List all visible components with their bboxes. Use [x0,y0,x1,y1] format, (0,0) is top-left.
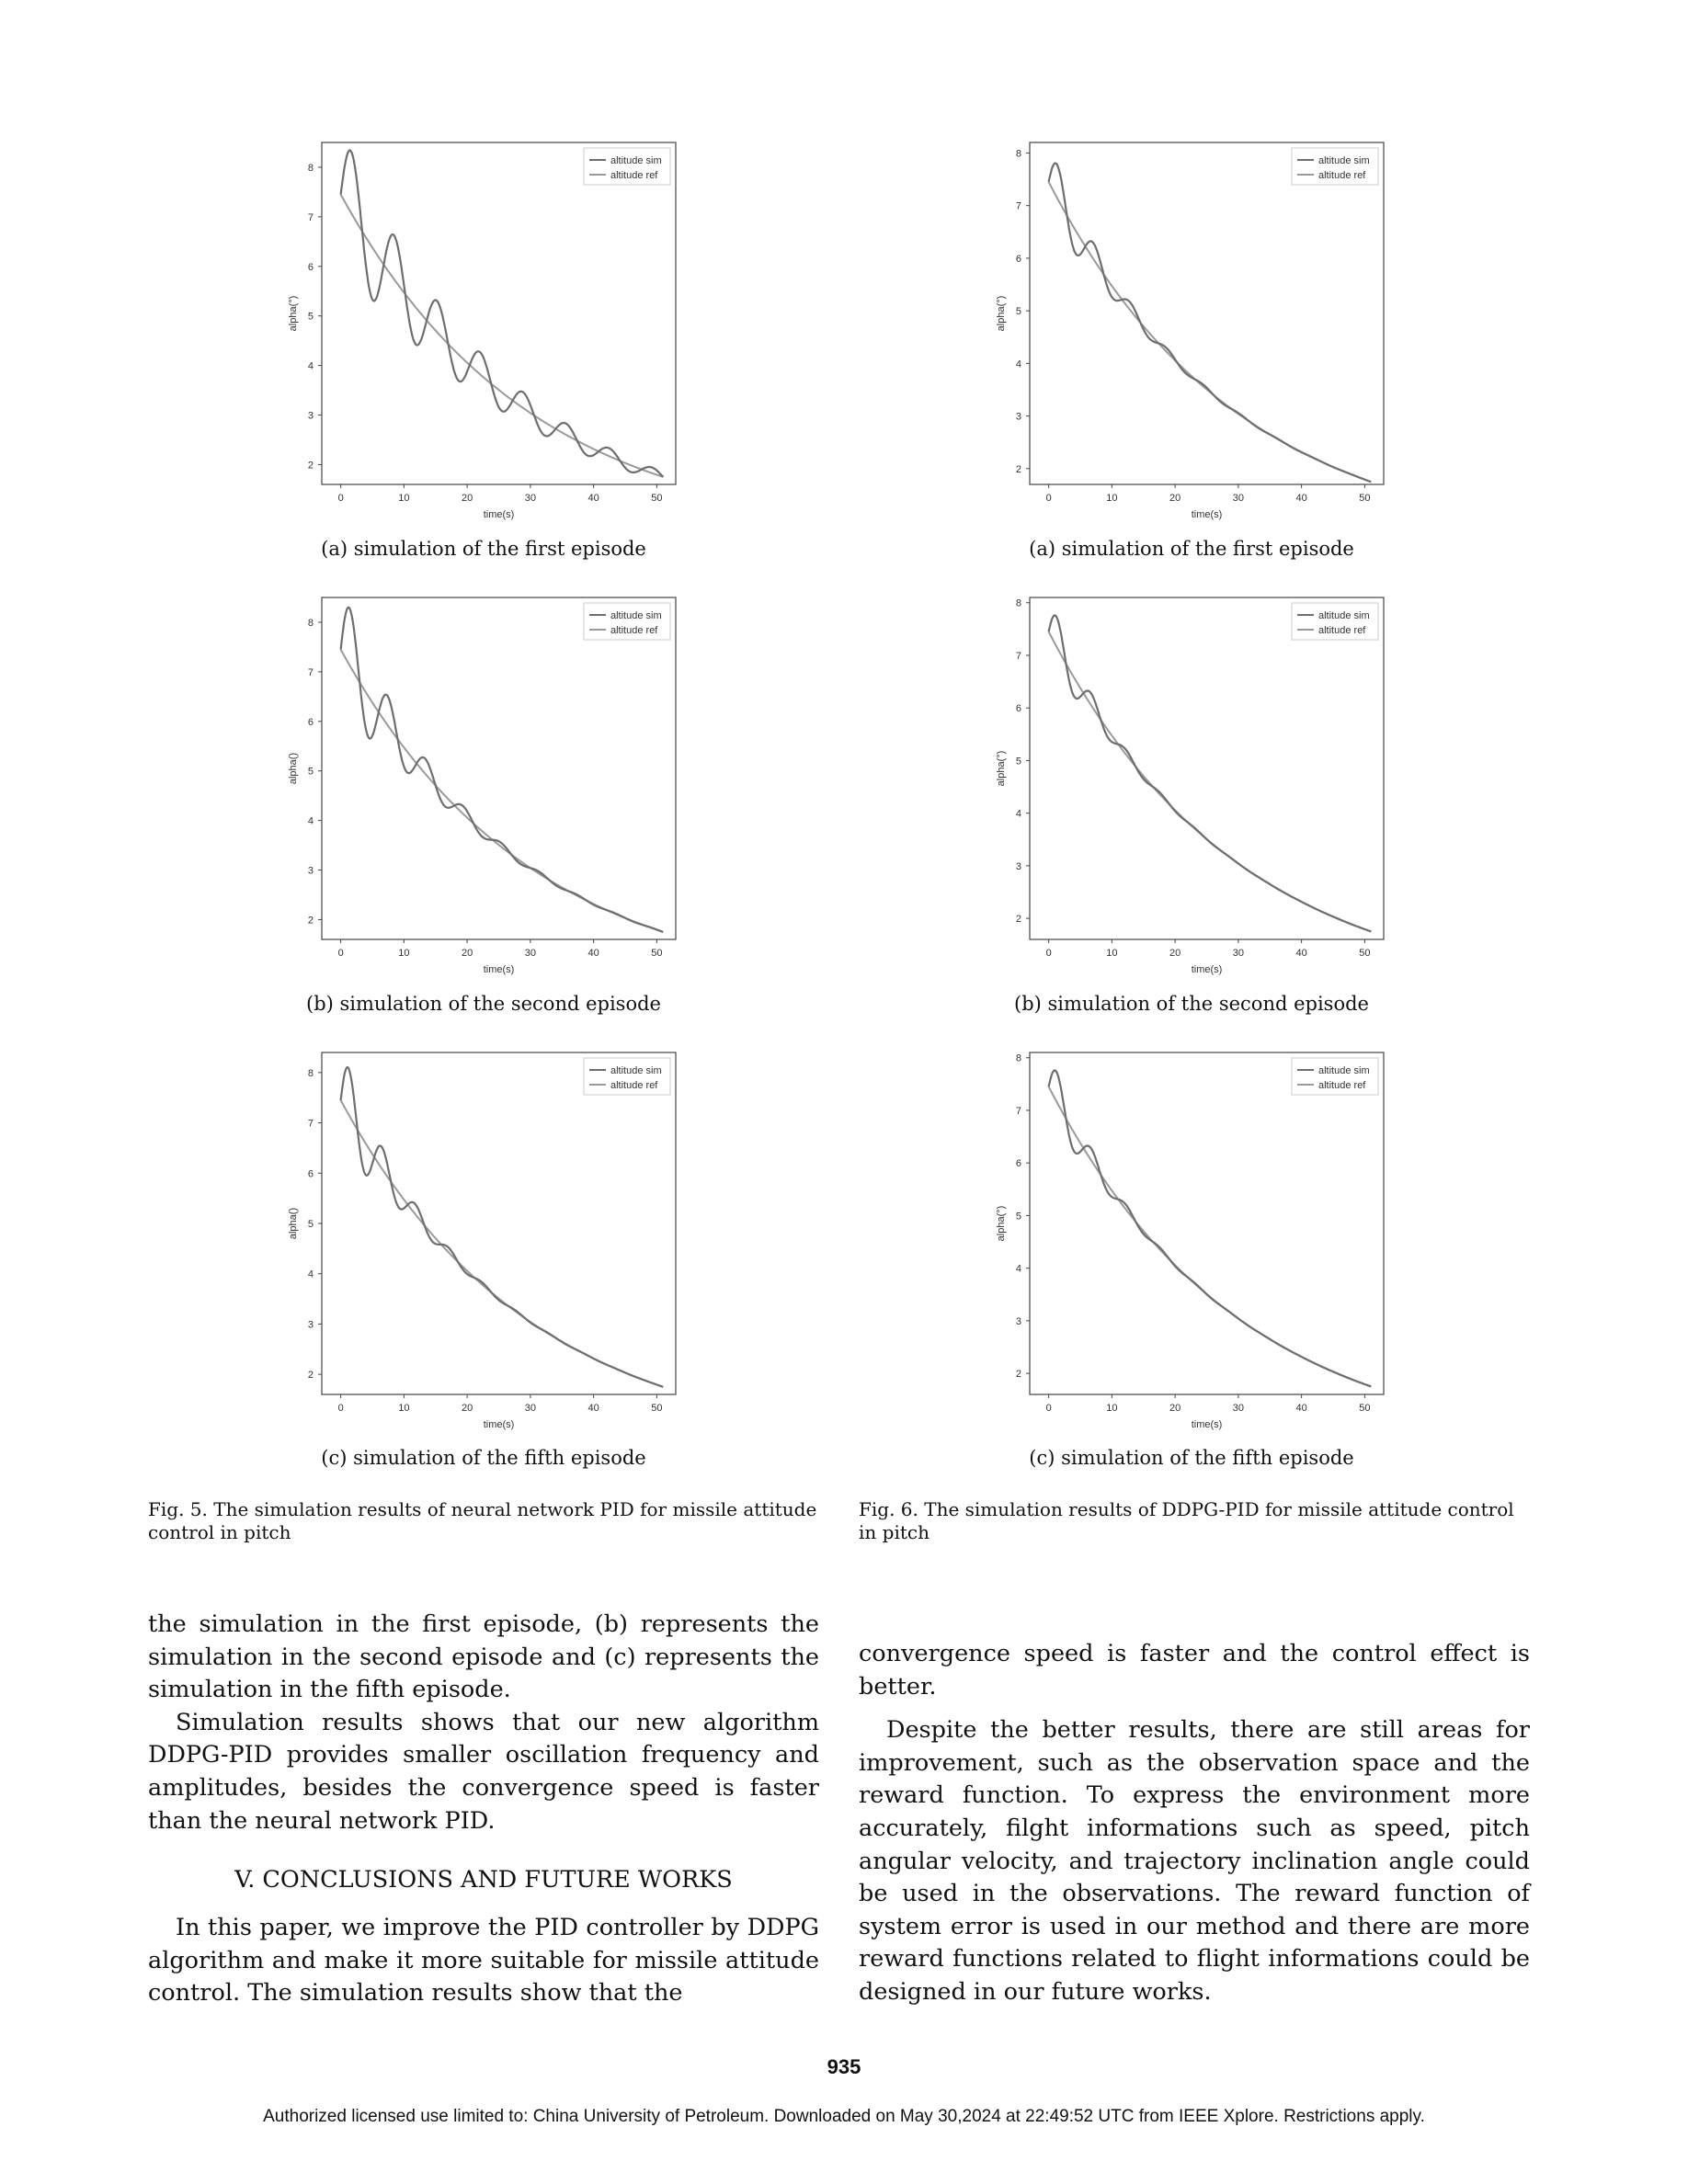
y-tick-label: 4 [1015,358,1021,370]
y-axis-label: alpha() [288,1207,299,1240]
x-tick-label: 0 [1045,1403,1052,1414]
paragraph-convergence: convergence speed is faster and the control effect is better. [859,1640,1530,1701]
y-tick-label: 7 [1015,650,1021,662]
x-tick-label: 20 [462,493,473,504]
x-tick-label: 40 [1295,1403,1307,1414]
x-tick-label: 10 [398,493,410,504]
x-tick-label: 10 [1106,493,1118,504]
y-tick-label: 7 [307,211,314,223]
x-tick-label: 20 [462,948,473,959]
x-tick-label: 10 [1106,1403,1118,1414]
y-tick-label: 4 [307,360,314,372]
x-tick-label: 0 [1045,493,1052,504]
y-tick-label: 8 [307,617,314,629]
chart-fig6c [993,1048,1388,1434]
x-tick-label: 0 [337,948,344,959]
legend-label: altitude sim [610,1065,662,1076]
x-axis-label: time(s) [483,964,515,975]
legend-label: altitude sim [1318,155,1370,166]
subcaption-fig6b: (b) simulation of the second episode [1014,993,1369,1015]
y-axis-label: alpha(°) [996,750,1007,787]
plot-frame [322,597,676,939]
x-tick-label: 0 [1045,948,1052,959]
y-axis-label: alpha(°) [288,295,299,332]
section-heading: V. CONCLUSIONS AND FUTURE WORKS [234,1866,733,1894]
y-tick-label: 6 [1015,1158,1021,1170]
y-tick-label: 6 [1015,703,1021,715]
y-tick-label: 7 [307,666,314,678]
subcaption-fig6a: (a) simulation of the first episode [1029,538,1354,560]
paragraph-continuation: the simulation in the first episode, (b) represents the simulation in the second episode and (c) represents the simulation in the fifth episode. [148,1610,819,1704]
subcaption-fig5a: (a) simulation of the first episode [321,538,646,560]
y-axis-label: alpha(°) [996,295,1007,332]
y-tick-label: 3 [1015,1315,1021,1327]
legend-label: altitude ref [610,625,658,636]
y-tick-label: 2 [307,1370,314,1382]
y-tick-label: 3 [1015,411,1021,423]
y-tick-label: 7 [1015,1105,1021,1117]
x-tick-label: 30 [524,493,536,504]
y-tick-label: 6 [307,261,314,273]
legend-label: altitude ref [1318,170,1366,181]
subcaption-fig6c: (c) simulation of the fifth episode [1029,1447,1354,1469]
paragraph-results: Simulation results shows that our new algorithm DDPG-PID provides smaller oscillation frequency and amplitudes, besides the convergence speed is faster than the neural network PID. [148,1708,819,1835]
x-tick-label: 40 [587,1403,599,1414]
y-tick-label: 8 [1015,1052,1021,1064]
plot-frame [1030,1052,1384,1394]
legend-label: altitude ref [1318,625,1366,636]
y-tick-label: 8 [307,1067,314,1079]
plot-frame [1030,597,1384,939]
legend-label: altitude ref [610,1080,658,1091]
x-tick-label: 50 [651,948,663,959]
x-tick-label: 40 [587,948,599,959]
legend-label: altitude ref [610,170,658,181]
y-tick-label: 8 [1015,148,1021,160]
chart-fig5c [285,1048,680,1434]
y-tick-label: 3 [307,410,314,422]
legend-label: altitude sim [610,155,662,166]
x-tick-label: 0 [337,493,344,504]
legend-label: altitude sim [610,610,662,621]
y-tick-label: 6 [307,1168,314,1180]
x-tick-label: 50 [1359,493,1371,504]
x-axis-label: time(s) [483,509,515,520]
y-tick-label: 2 [307,460,314,472]
x-axis-label: time(s) [483,1419,515,1430]
y-tick-label: 5 [307,766,314,778]
plot-frame [322,1052,676,1394]
subcaption-fig5b: (b) simulation of the second episode [306,993,661,1015]
y-tick-label: 4 [1015,808,1021,820]
legend-label: altitude sim [1318,1065,1370,1076]
y-tick-label: 2 [1015,1369,1021,1381]
x-tick-label: 20 [462,1403,473,1414]
y-axis-label: alpha(°) [996,1205,1007,1242]
x-tick-label: 30 [1232,1403,1244,1414]
y-tick-label: 3 [307,1319,314,1331]
left-column-top [148,1609,819,1837]
x-tick-label: 50 [651,1403,663,1414]
x-tick-label: 20 [1169,948,1181,959]
y-tick-label: 4 [307,815,314,827]
chart-fig5b [285,593,680,979]
x-tick-label: 10 [398,948,410,959]
y-tick-label: 5 [307,1219,314,1230]
y-tick-label: 2 [1015,463,1021,475]
x-axis-label: time(s) [1191,1419,1223,1430]
y-tick-label: 6 [1015,253,1021,265]
x-tick-label: 50 [1359,1403,1371,1414]
x-tick-label: 30 [524,948,536,959]
paragraph-future-work: Despite the better results, there are still areas for improvement, such as the observation space and the reward function. To express the environment more accurately, filght informations such as speed, pitch angular velocity, and trajectory inclination angle could be used in the observations. The reward function of system error is used in our method and there are more reward functions related to flight informations could be designed in our future works. [859,1716,1530,2006]
y-tick-label: 4 [307,1268,314,1280]
legend-label: altitude sim [1318,610,1370,621]
legend-label: altitude ref [1318,1080,1366,1091]
y-tick-label: 2 [307,915,314,927]
figure-caption-fig6: Fig. 6. The simulation results of DDPG-PID for missile attitude control in pitch [859,1498,1514,1543]
x-tick-label: 50 [651,493,663,504]
x-tick-label: 40 [587,493,599,504]
x-tick-label: 0 [337,1403,344,1414]
right-column [859,1638,1530,2009]
chart-fig6b [993,593,1388,979]
x-tick-label: 50 [1359,948,1371,959]
y-tick-label: 5 [1015,1211,1021,1223]
chart-fig6a [993,138,1388,524]
x-tick-label: 20 [1169,493,1181,504]
y-tick-label: 8 [307,162,314,174]
y-tick-label: 3 [307,865,314,877]
x-axis-label: time(s) [1191,509,1223,520]
x-tick-label: 10 [1106,948,1118,959]
x-tick-label: 40 [1295,948,1307,959]
y-tick-label: 5 [1015,306,1021,318]
y-tick-label: 6 [307,716,314,728]
x-tick-label: 40 [1295,493,1307,504]
plot-frame [1030,142,1384,484]
paragraph-conclusion: In this paper, we improve the PID controller by DDPG algorithm and make it more suitable for missile attitude control. The simulation results show that the [148,1914,819,2008]
y-axis-label: alpha() [288,752,299,785]
y-tick-label: 5 [307,311,314,323]
left-column-bottom [148,1912,819,2010]
x-axis-label: time(s) [1191,964,1223,975]
x-tick-label: 10 [398,1403,410,1414]
x-tick-label: 30 [524,1403,536,1414]
x-tick-label: 30 [1232,948,1244,959]
y-tick-label: 7 [307,1118,314,1130]
figure-caption-fig5: Fig. 5. The simulation results of neural network PID for missile attitude control in pitch [148,1498,817,1543]
subcaption-fig5c: (c) simulation of the fifth episode [321,1447,646,1469]
y-tick-label: 3 [1015,860,1021,872]
page-number: 935 [827,2055,861,2078]
x-tick-label: 30 [1232,493,1244,504]
y-tick-label: 5 [1015,756,1021,768]
y-tick-label: 7 [1015,200,1021,212]
y-tick-label: 4 [1015,1263,1021,1275]
y-tick-label: 8 [1015,597,1021,609]
plot-frame [322,142,676,484]
y-tick-label: 2 [1015,914,1021,926]
chart-fig5a [285,138,680,524]
footer-license: Authorized licensed use limited to: China University of Petroleum. Downloaded on May 30,2024 at 22:49:52 UTC from IEEE Xplore. Restrictions apply. [263,2107,1425,2126]
x-tick-label: 20 [1169,1403,1181,1414]
